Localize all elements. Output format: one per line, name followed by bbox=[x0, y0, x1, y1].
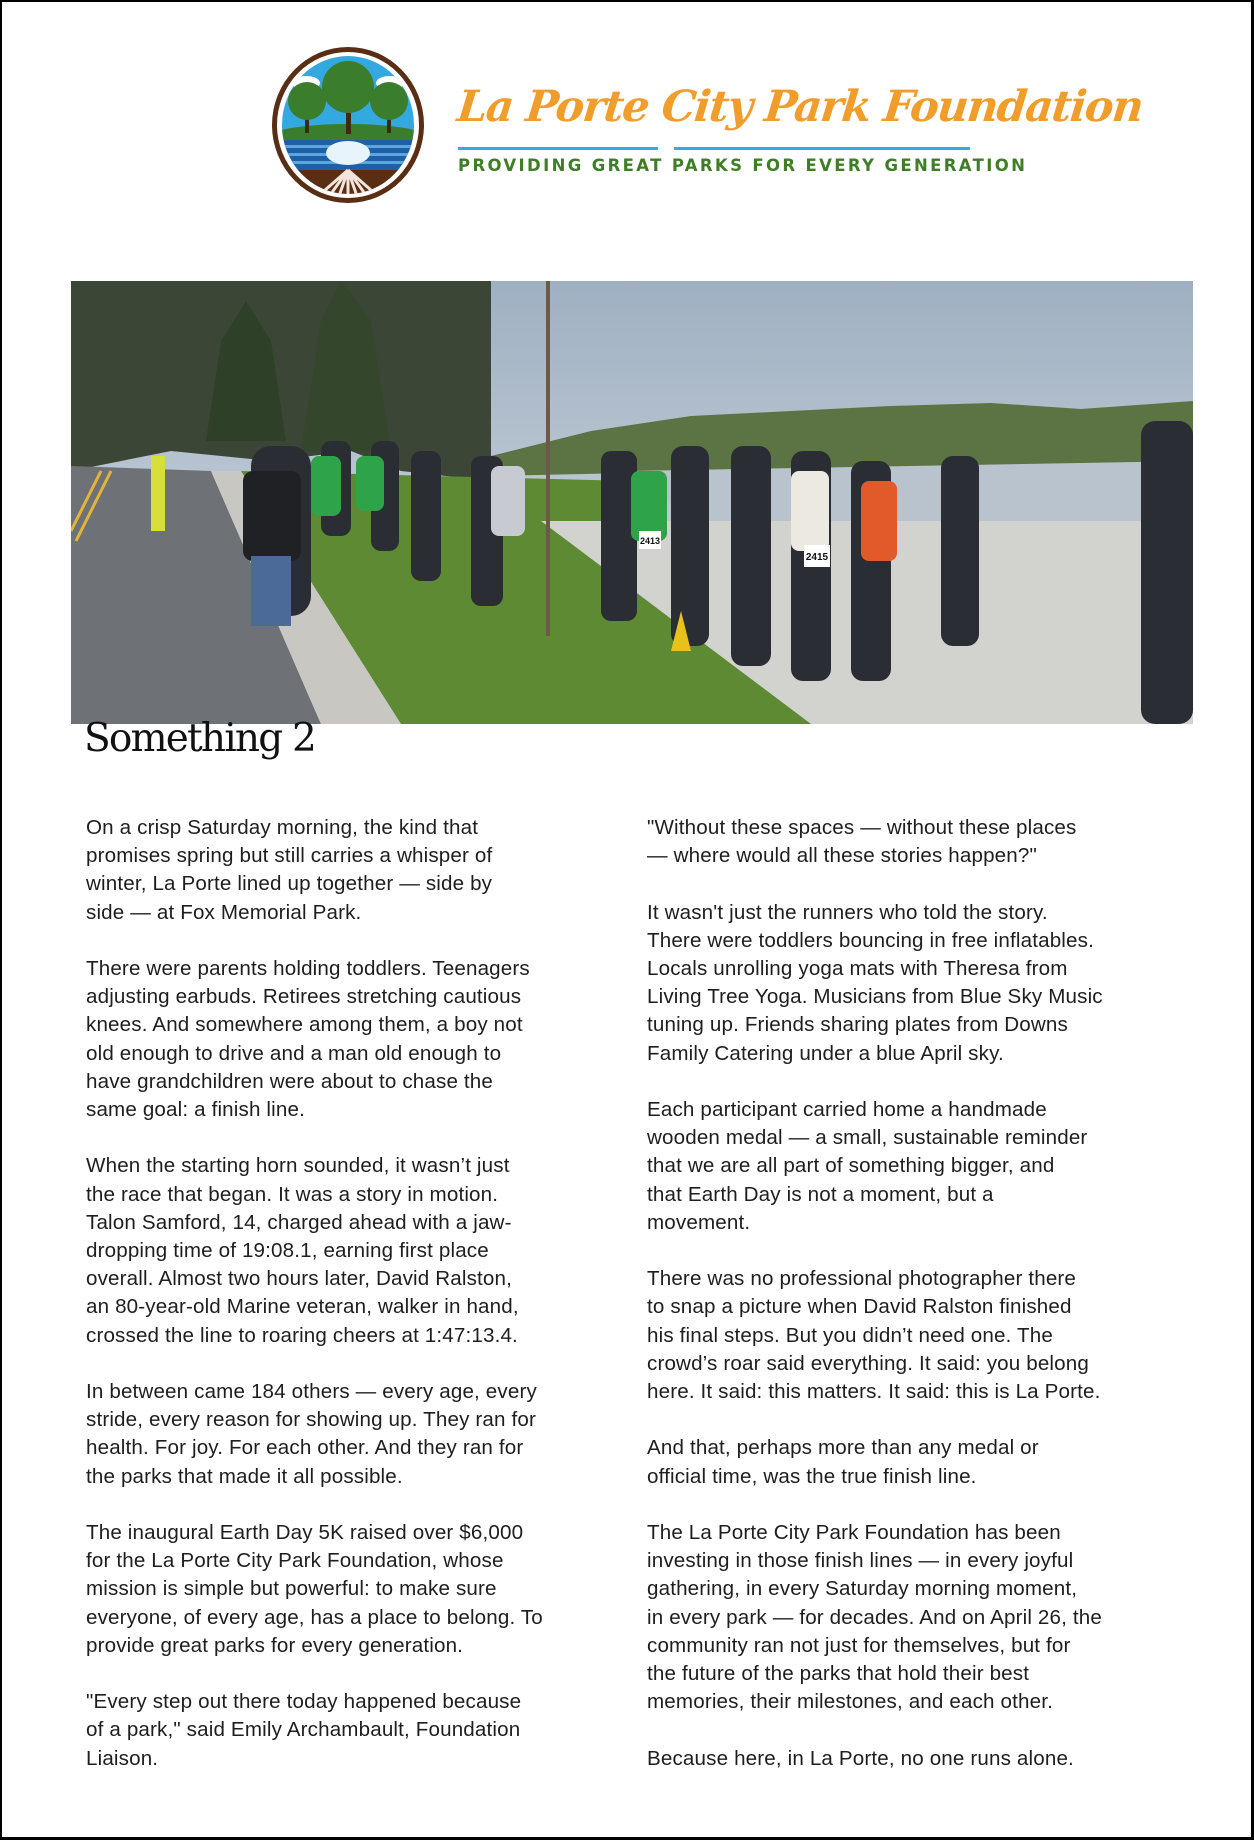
paragraph-line: everyone, of every age, has a place to belong. To bbox=[86, 1605, 543, 1629]
paragraph-line: adjusting earbuds. Retirees stretching cautious bbox=[86, 985, 522, 1009]
paragraph-line: the parks that made it all possible. bbox=[86, 1464, 403, 1488]
paragraph-line: — where would all these stories happen?" bbox=[647, 844, 1037, 868]
article-title: Something 2 bbox=[84, 716, 316, 761]
paragraph-line: here. It said: this matters. It said: this is La Porte. bbox=[647, 1380, 1101, 1404]
article-paragraph bbox=[647, 1745, 1207, 1773]
park-emblem-icon bbox=[268, 45, 428, 205]
paragraph-line: The inaugural Earth Day 5K raised over $6,000 bbox=[86, 1521, 524, 1545]
paragraph-line: Family Catering under a blue April sky. bbox=[647, 1041, 1004, 1065]
article-paragraph bbox=[647, 1434, 1207, 1490]
paragraph-line: for the La Porte City Park Foundation, whose bbox=[86, 1549, 504, 1573]
article-paragraph bbox=[86, 1378, 626, 1491]
paragraph-line: When the starting horn sounded, it wasn’t just bbox=[86, 1154, 510, 1178]
paragraph-line: memories, their milestones, and each other. bbox=[647, 1690, 1053, 1714]
article-paragraph bbox=[86, 814, 626, 927]
article-paragraph bbox=[647, 814, 1207, 870]
paragraph-line: There were parents holding toddlers. Teenagers bbox=[86, 957, 530, 980]
paragraph-line: provide great parks for every generation. bbox=[86, 1633, 464, 1657]
paragraph-line: "Every step out there today happened because bbox=[86, 1690, 522, 1714]
article-paragraph bbox=[86, 1519, 626, 1660]
paragraph-line: crossed the line to roaring cheers at 1:47:13.4. bbox=[86, 1323, 518, 1347]
paragraph-line: winter, La Porte lined up together — side by bbox=[86, 872, 493, 896]
brand-name: La Porte City Park Foundation bbox=[454, 82, 1145, 132]
paragraph-line: Because here, in La Porte, no one runs alone. bbox=[647, 1746, 1074, 1770]
paragraph-line: official time, was the true finish line. bbox=[647, 1464, 977, 1488]
paragraph-line: mission is simple but powerful: to make sure bbox=[86, 1577, 497, 1601]
paragraph-line: The La Porte City Park Foundation has been bbox=[647, 1521, 1061, 1544]
paragraph-line: Talon Samford, 14, charged ahead with a jaw- bbox=[86, 1210, 512, 1234]
paragraph-line: Locals unrolling yoga mats with Theresa from bbox=[647, 957, 1068, 980]
hero-photo bbox=[71, 281, 1193, 724]
paragraph-line: overall. Almost two hours later, David Ralston, bbox=[86, 1267, 512, 1291]
paragraph-line: his final steps. But you didn’t need one. The bbox=[647, 1323, 1053, 1347]
article-paragraph bbox=[647, 1519, 1207, 1716]
paragraph-line: Liaison. bbox=[86, 1746, 159, 1770]
article-paragraph bbox=[86, 955, 626, 1124]
paragraph-line: "Without these spaces — without these places bbox=[647, 816, 1077, 839]
paragraph-line: On a crisp Saturday morning, the kind that bbox=[86, 816, 479, 839]
paragraph-line: health. For joy. For each other. And they ran for bbox=[86, 1436, 524, 1460]
brand-tagline: PROVIDING GREAT PARKS FOR EVERY GENERATION bbox=[458, 156, 1028, 175]
paragraph-line: stride, every reason for showing up. They ran for bbox=[86, 1408, 536, 1432]
article-column-right bbox=[647, 814, 1207, 1801]
paragraph-line: in every park — for decades. And on April 26, the bbox=[647, 1605, 1102, 1629]
paragraph-line: dropping time of 19:08.1, earning first place bbox=[86, 1239, 489, 1263]
paragraph-line: wooden medal — a small, sustainable reminder bbox=[647, 1126, 1088, 1150]
paragraph-line: have grandchildren were about to chase the bbox=[86, 1069, 494, 1093]
paragraph-line: It wasn't just the runners who told the story. bbox=[647, 900, 1048, 924]
paragraph-line: knees. And somewhere among them, a boy not bbox=[86, 1013, 523, 1037]
paragraph-line: There was no professional photographer there bbox=[647, 1267, 1077, 1291]
article-paragraph bbox=[647, 899, 1207, 1068]
paragraph-line: that Earth Day is not a moment, but a bbox=[647, 1182, 994, 1206]
paragraph-line: Living Tree Yoga. Musicians from Blue Sky Music bbox=[647, 985, 1103, 1009]
bib-number: 2415 bbox=[805, 552, 829, 563]
paragraph-line: investing in those finish lines — in every joyful bbox=[647, 1549, 1074, 1573]
paragraph-line: community ran not just for themselves, but for bbox=[647, 1633, 1071, 1657]
paragraph-line: an 80-year-old Marine veteran, walker in hand, bbox=[86, 1295, 519, 1319]
paragraph-line: tuning up. Friends sharing plates from Downs bbox=[647, 1013, 1068, 1037]
bib-number: 2413 bbox=[639, 536, 661, 546]
paragraph-line: There were toddlers bouncing in free inflatables. bbox=[647, 928, 1094, 952]
brand-divider bbox=[674, 147, 970, 150]
paragraph-line: movement. bbox=[647, 1210, 751, 1234]
paragraph-line: gathering, in every Saturday morning moment, bbox=[647, 1577, 1078, 1601]
paragraph-line: the future of the parks that hold their best bbox=[647, 1662, 1030, 1686]
paragraph-line: old enough to drive and a man old enough to bbox=[86, 1041, 502, 1065]
paragraph-line: In between came 184 others — every age, every bbox=[86, 1380, 537, 1404]
article-paragraph bbox=[647, 1265, 1207, 1406]
paragraph-line: Each participant carried home a handmade bbox=[647, 1098, 1047, 1121]
article-column-left bbox=[86, 814, 626, 1801]
paragraph-line: And that, perhaps more than any medal or bbox=[647, 1436, 1039, 1460]
brand-divider bbox=[458, 147, 658, 150]
paragraph-line: to snap a picture when David Ralston finished bbox=[647, 1295, 1072, 1319]
article-paragraph bbox=[86, 1152, 626, 1349]
paragraph-line: that we are all part of something bigger, and bbox=[647, 1154, 1055, 1178]
paragraph-line: promises spring but still carries a whisper of bbox=[86, 844, 493, 868]
paragraph-line: of a park," said Emily Archambault, Foundation bbox=[86, 1718, 521, 1742]
paragraph-line: the race that began. It was a story in motion. bbox=[86, 1182, 499, 1206]
article-paragraph bbox=[86, 1688, 626, 1773]
paragraph-line: crowd’s roar said everything. It said: you belong bbox=[647, 1351, 1089, 1375]
article-paragraph bbox=[647, 1096, 1207, 1237]
paragraph-line: side — at Fox Memorial Park. bbox=[86, 900, 362, 924]
paragraph-line: same goal: a finish line. bbox=[86, 1098, 305, 1122]
